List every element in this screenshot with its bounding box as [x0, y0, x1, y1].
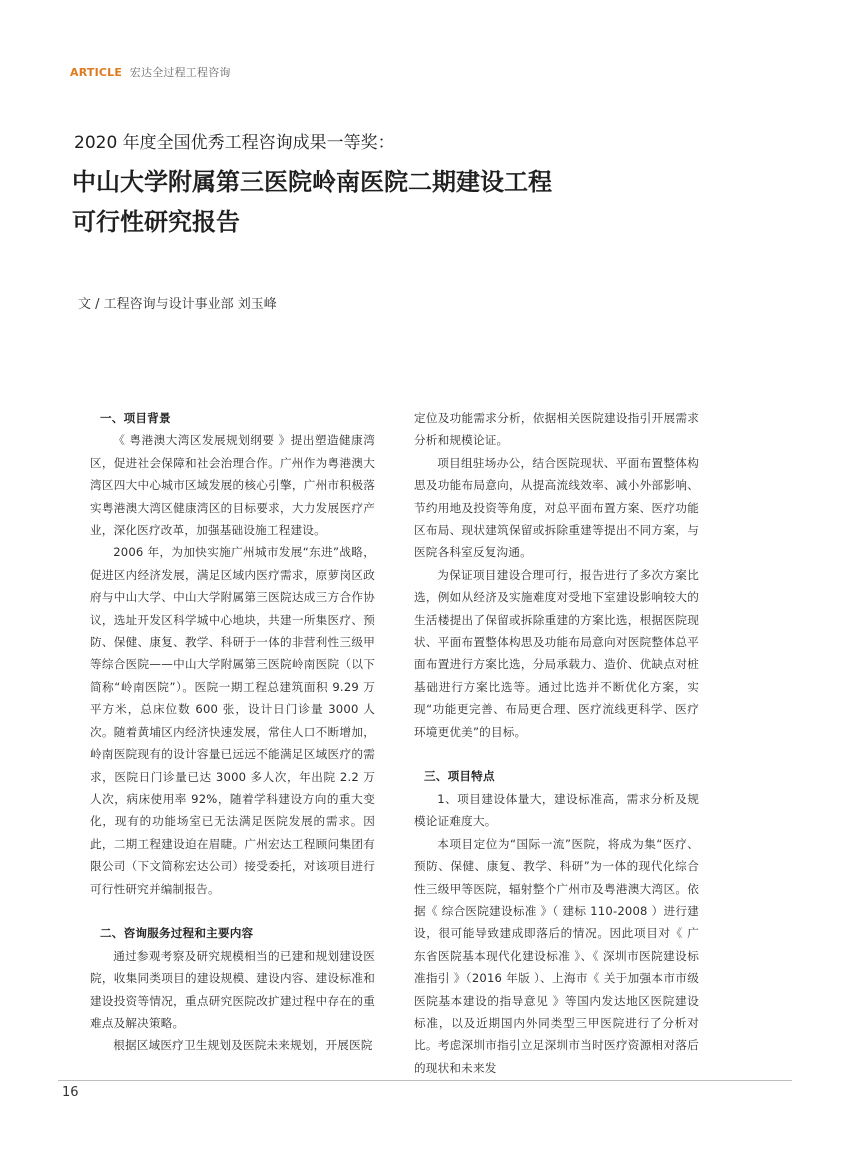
page-number: 16	[62, 1085, 79, 1100]
section-heading-background: 一、项目背景	[100, 411, 171, 425]
paragraph: 2006 年，为加快实施广州城市发展“东进”战略，促进区内经济发展，满足区域内医疗需求，原萝岗区政府与中山大学、中山大学附属第三医院达成三方合作协议，选址开发区科学城中心地块，共建一所集医疗、预防、保健、康复、教学、科研于一体的非营利性三级甲等综合医院——中山大学附属第三医院岭南医院（以下简称“岭南医院”）。医院一期工程总建筑面积 9.29 万平方米，总床位数 600 张，设计日门诊量 3000 人次。随着黄埔区内经济快速发展，常住人口不断增加，岭南医院现有的设计容量已远远不能满足区域医疗的需求，医院日门诊量已达 3000 多人次，年出院 2.2 万人次，病床使用率 92%，随着学科建设方向的重大变化，现有的功能场室已无法满足医院发展的需求。因此，二期工程建设迫在眉睫。广州宏达工程顾问集团有限公司（下文简称宏达公司）接受委托，对该项目进行可行性研究并编制报告。	[90, 545, 375, 896]
award-subtitle: 2020 年度全国优秀工程咨询成果一等奖：	[74, 133, 395, 153]
running-header	[70, 64, 231, 80]
left-column	[90, 407, 375, 1057]
paragraph: 定位及功能需求分析，依据相关医院建设指引开展需求分析和规模论证。	[414, 411, 699, 448]
paragraph: 项目组驻场办公，结合医院现状、平面布置整体构思及功能布局意向，从提高流线效率、减小外部影响、节约用地及投资等角度，对总平面布置方案、医疗功能区布局、现状建筑保留或拆除重建等提出不同方案，与医院各科室反复沟通。	[414, 455, 699, 560]
section-heading-features: 三、项目特点	[424, 769, 495, 784]
paragraph: 根据区域医疗卫生规划及医院未来规划，开展医院	[113, 1038, 373, 1053]
footer-rule	[58, 1080, 792, 1081]
article-title	[72, 162, 552, 242]
title-line-1: 中山大学附属第三医院岭南医院二期建设工程	[72, 168, 552, 196]
paragraph: 1、项目建设体量大，建设标准高，需求分析及规模论证难度大。	[414, 791, 699, 829]
right-column	[414, 407, 699, 1079]
article-tag: ARTICLE	[70, 66, 123, 79]
paragraph: 通过参观考察及研究规模相当的已建和规划建设医院，收集同类项目的建设规模、建设内容、建设标准和建设投资等情况，重点研究医院改扩建过程中存在的重难点及解决策略。	[90, 948, 375, 1030]
author-line: 文 / 工程咨询与设计事业部 刘玉峰	[78, 297, 277, 312]
column-name: 宏达全过程工程咨询	[129, 66, 231, 79]
paragraph: 为保证项目建设合理可行，报告进行了多次方案比选，例如从经济及实施难度对受地下室建设影响较大的生活楼提出了保留或拆除重建的方案比选，根据医院现状、平面布置整体构思及功能布局意向对医院整体总平面布置进行方案比选，分局承载力、造价、优缺点对桩基础进行方案比选等。通过比选并不断优化方案，实现“功能更完善、布局更合理、医疗流线更科学、医疗环境更优美”的目标。	[414, 567, 699, 739]
paragraph: 《 粤港澳大湾区发展规划纲要 》提出塑造健康湾区，促进社会保障和社会治理合作。广州作为粤港澳大湾区四大中心城市区域发展的核心引擎，广州市积极落实粤港澳大湾区健康湾区的目标要求，大力发展医疗产业，深化医疗改革，加强基础设施工程建设。	[90, 433, 375, 538]
paragraph: 本项目定位为“国际一流”医院，将成为集“医疗、预防、保健、康复、教学、科研”为一体的现代化综合性三级甲等医院，辐射整个广州市及粤港澳大湾区。依据《 综合医院建设标准 》（ 建标 110-2008 ）进行建设，很可能导致建成即落后的情况。因此项目对《 广东省医院基本现代化建设标准 》、《 深圳市医院建设标准指引 》（2016 年版 ）、上海市《 关于加强本市市级医院基本建设的指导意见 》等国内发达地区医院建设标准，以及近期国内外同类型三甲医院进行了分析对比。考虑深圳市指引立足深圳市当时医疗资源相对落后的现状和未来发	[414, 836, 699, 1075]
section-heading-services: 二、咨询服务过程和主要内容	[100, 926, 254, 941]
title-line-2: 可行性研究报告	[72, 208, 240, 236]
